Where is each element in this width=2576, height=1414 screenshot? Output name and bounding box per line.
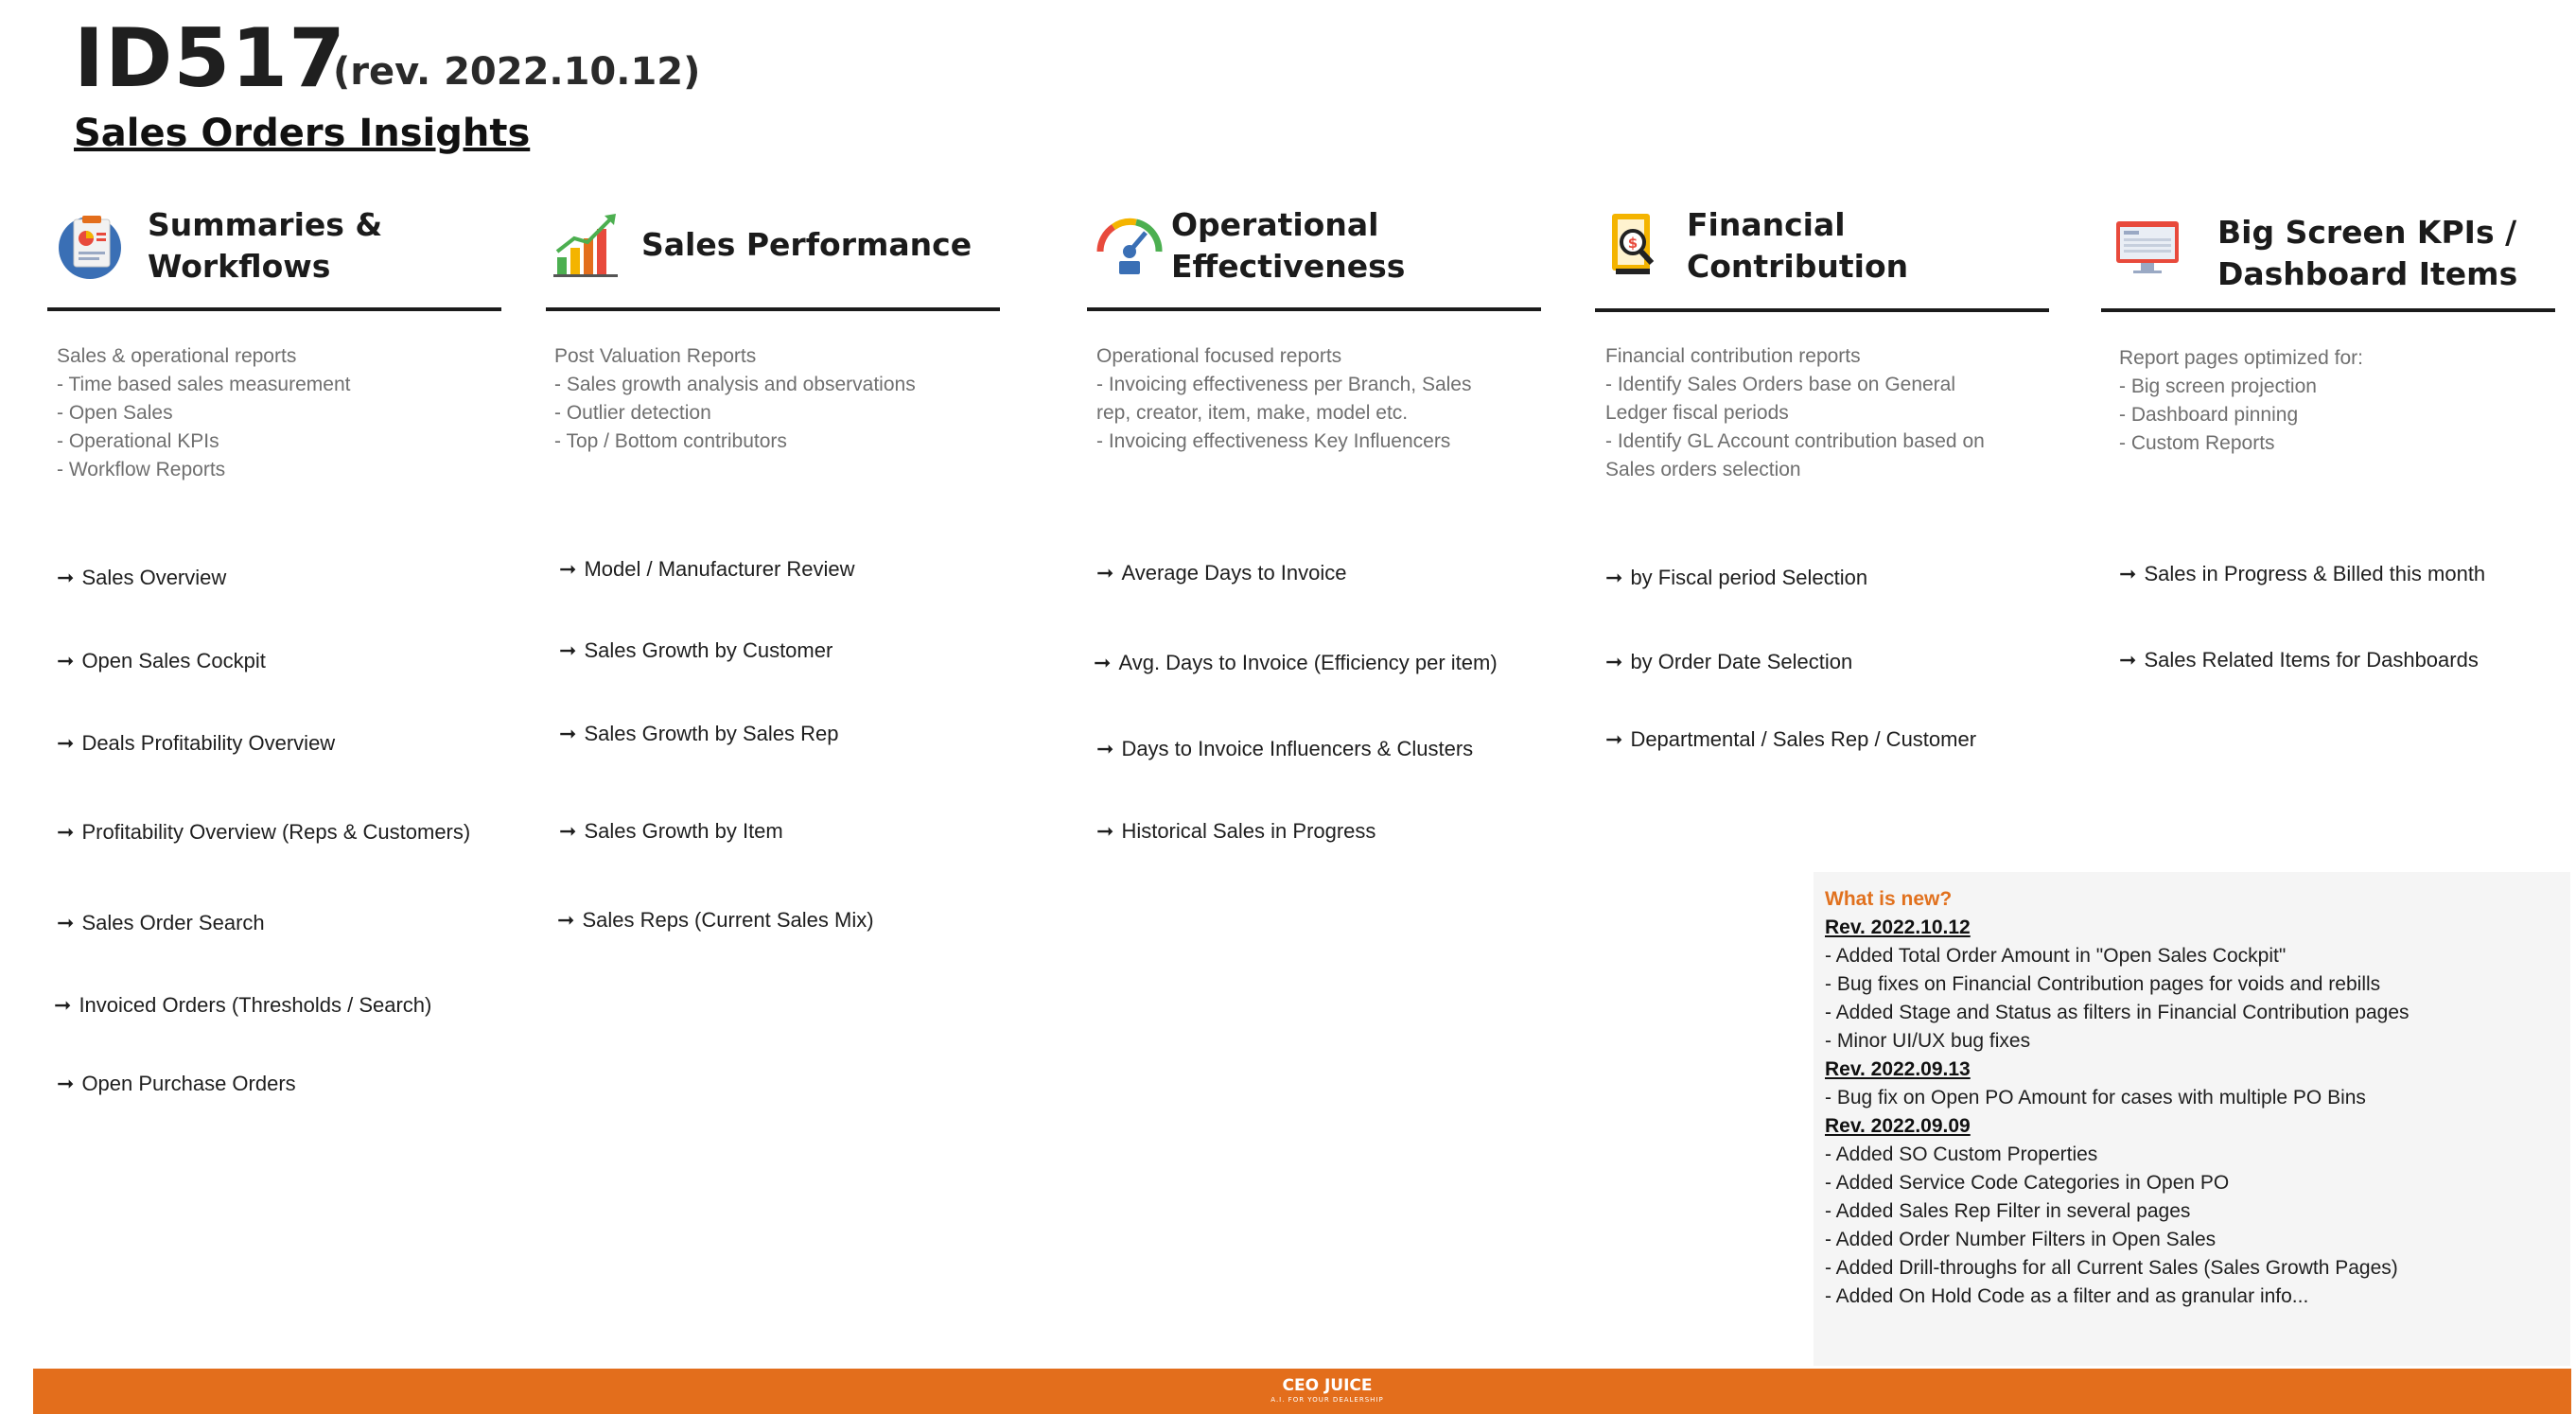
release-note: - Added Order Number Filters in Open Sales — [1825, 1229, 2217, 1250]
column-title-line1: Operational — [1171, 206, 1379, 243]
arrow-icon: ➞ — [57, 1072, 75, 1095]
report-clipboard-icon — [55, 210, 125, 280]
footer-bar — [33, 1369, 2571, 1414]
arrow-icon: ➞ — [559, 819, 577, 843]
column-description: Financial contribution reports - Identify Sales Orders base on General Ledger fiscal periods - Identify GL Account contribution based on Sales orders selection — [1605, 345, 1985, 480]
link-by-fiscal-period-selection[interactable]: ➞ by Fiscal period Selection — [1605, 566, 1868, 589]
link-sales-growth-by-sales-rep[interactable]: ➞ Sales Growth by Sales Rep — [559, 722, 839, 745]
arrow-icon: ➞ — [1094, 651, 1112, 674]
arrow-icon: ➞ — [2119, 562, 2137, 585]
whats-new-panel — [1814, 872, 2570, 1366]
link-deals-profitability-overview[interactable]: ➞ Deals Profitability Overview — [57, 731, 336, 755]
link-sales-growth-by-customer[interactable]: ➞ Sales Growth by Customer — [559, 638, 833, 662]
release-note: - Added Drill-throughs for all Current Sales (Sales Growth Pages) — [1825, 1257, 2398, 1279]
arrow-icon: ➞ — [57, 649, 75, 672]
release-note: - Minor UI/UX bug fixes — [1825, 1030, 2031, 1052]
release-note: - Bug fixes on Financial Contribution pages for voids and rebills — [1825, 973, 2381, 995]
arrow-icon: ➞ — [1096, 561, 1114, 585]
column-title-line1: Summaries & — [148, 206, 383, 243]
column-description: Post Valuation Reports - Sales growth analysis and observations - Outlier detection - Top / Bottom contributors — [554, 345, 916, 452]
ceo-juice-logo — [1247, 1376, 1408, 1408]
arrow-icon: ➞ — [559, 722, 577, 745]
arrow-icon: ➞ — [54, 993, 72, 1017]
link-by-order-date-selection[interactable]: ➞ by Order Date Selection — [1605, 650, 1853, 673]
link-sales-growth-by-item[interactable]: ➞ Sales Growth by Item — [559, 819, 783, 843]
arrow-icon: ➞ — [559, 638, 577, 662]
arrow-icon: ➞ — [1605, 566, 1623, 589]
link-avg-days-efficiency-per-item[interactable]: ➞ Avg. Days to Invoice (Efficiency per item) — [1094, 651, 1498, 674]
link-open-purchase-orders[interactable]: ➞ Open Purchase Orders — [57, 1072, 296, 1095]
column-divider — [47, 307, 501, 311]
column-title-line2: Workflows — [148, 248, 331, 285]
column-description: Operational focused reports - Invoicing effectiveness per Branch, Sales rep, creator, item, make, model etc. - Invoicing effectiveness Key Influencers — [1096, 345, 1472, 452]
link-sales-overview[interactable]: ➞ Sales Overview — [57, 566, 227, 589]
release-note: - Added Stage and Status as filters in Financial Contribution pages — [1825, 1002, 2410, 1023]
arrow-icon: ➞ — [2119, 648, 2137, 672]
dashboard-monitor-icon — [2112, 210, 2182, 280]
column-title-line1: Big Screen KPIs / — [2217, 214, 2517, 251]
whats-new-heading: What is new? — [1825, 888, 1953, 910]
svg-text:$: $ — [1627, 235, 1638, 252]
link-invoiced-orders[interactable]: ➞ Invoiced Orders (Thresholds / Search) — [54, 993, 432, 1017]
arrow-icon: ➞ — [57, 566, 75, 589]
column-title-line2: Contribution — [1687, 248, 1909, 285]
link-profitability-overview[interactable]: ➞ Profitability Overview (Reps & Customers) — [57, 820, 471, 844]
release-revision: Rev. 2022.09.13 — [1825, 1058, 1971, 1080]
arrow-icon: ➞ — [1096, 737, 1114, 760]
growth-chart-icon — [552, 210, 622, 280]
column-description: Sales & operational reports - Time based sales measurement - Open Sales - Operational KPIs - Workflow Reports — [57, 345, 351, 480]
column-divider — [1595, 308, 2049, 312]
revision-label: (rev. 2022.10.12) — [333, 50, 701, 94]
column-divider — [546, 307, 1000, 311]
column-divider — [2101, 308, 2555, 312]
logo-tagline: A.I. FOR YOUR DEALERSHIP — [1270, 1396, 1384, 1404]
arrow-icon: ➞ — [1605, 650, 1623, 673]
gauge-icon — [1095, 210, 1165, 280]
release-revision: Rev. 2022.09.09 — [1825, 1115, 1971, 1137]
arrow-icon: ➞ — [57, 731, 75, 755]
page-id: ID517 — [74, 11, 346, 106]
link-sales-related-items-dashboards[interactable]: ➞ Sales Related Items for Dashboards — [2119, 648, 2479, 672]
release-note: - Added Total Order Amount in "Open Sales Cockpit" — [1825, 945, 2287, 967]
column-title-line1: Sales Performance — [641, 226, 973, 263]
release-note: - Added Sales Rep Filter in several pages — [1825, 1200, 2191, 1222]
link-model-manufacturer-review[interactable]: ➞ Model / Manufacturer Review — [559, 557, 855, 581]
link-historical-sales-in-progress[interactable]: ➞ Historical Sales in Progress — [1096, 819, 1376, 843]
release-note: - Added On Hold Code as a filter and as granular info... — [1825, 1285, 2309, 1307]
column-title-line2: Dashboard Items — [2217, 255, 2518, 292]
arrow-icon: ➞ — [57, 820, 75, 844]
link-departmental-sales-rep-customer[interactable]: ➞ Departmental / Sales Rep / Customer — [1605, 727, 1977, 751]
release-note: - Added SO Custom Properties — [1825, 1143, 2098, 1165]
arrow-icon: ➞ — [557, 908, 575, 932]
arrow-icon: ➞ — [57, 911, 75, 934]
arrow-icon: ➞ — [559, 557, 577, 581]
financial-search-icon — [1599, 210, 1669, 280]
column-divider — [1087, 307, 1541, 311]
release-revision: Rev. 2022.10.12 — [1825, 916, 1971, 938]
logo-text: CEO JUICE — [1282, 1376, 1373, 1395]
column-description: Report pages optimized for: - Big screen projection - Dashboard pinning - Custom Reports — [2119, 347, 2363, 454]
link-open-sales-cockpit[interactable]: ➞ Open Sales Cockpit — [57, 649, 266, 672]
link-average-days-to-invoice[interactable]: ➞ Average Days to Invoice — [1096, 561, 1347, 585]
release-note: - Added Service Code Categories in Open PO — [1825, 1172, 2230, 1194]
page-title: Sales Orders Insights — [74, 112, 531, 155]
arrow-icon: ➞ — [1605, 727, 1623, 751]
link-sales-in-progress-billed[interactable]: ➞ Sales in Progress & Billed this month — [2119, 562, 2486, 585]
link-days-to-invoice-influencers[interactable]: ➞ Days to Invoice Influencers & Clusters — [1096, 737, 1474, 760]
release-note: - Bug fix on Open PO Amount for cases with multiple PO Bins — [1825, 1087, 2366, 1109]
column-title-line2: Effectiveness — [1171, 248, 1406, 285]
arrow-icon: ➞ — [1096, 819, 1114, 843]
column-title-line1: Financial — [1687, 206, 1846, 243]
link-sales-reps-current-sales-mix[interactable]: ➞ Sales Reps (Current Sales Mix) — [557, 908, 874, 932]
link-sales-order-search[interactable]: ➞ Sales Order Search — [57, 911, 265, 934]
